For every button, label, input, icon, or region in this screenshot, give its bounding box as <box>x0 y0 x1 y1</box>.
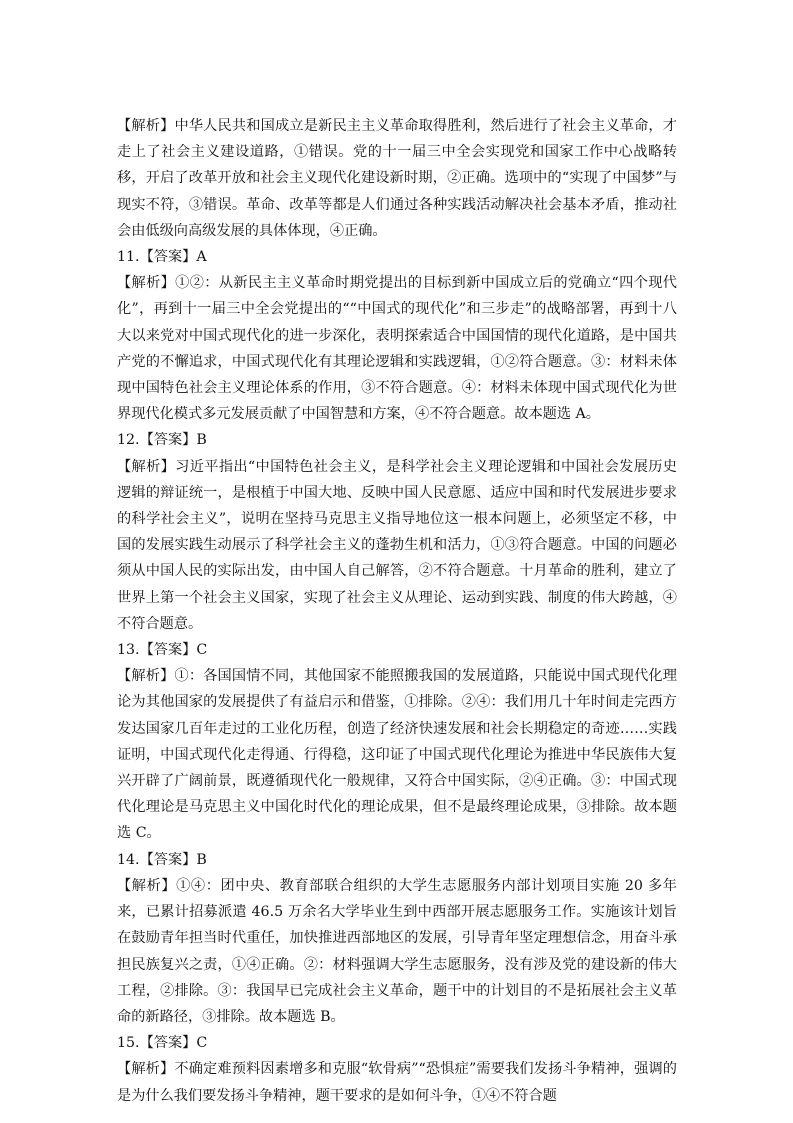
answer-12: 12.【答案】B <box>117 432 207 449</box>
answer-13: 13.【答案】C <box>117 642 208 659</box>
paragraph-analysis-11: 【解析】①②：从新民主主义革命时期党提出的目标到新中国成立后的党确立“四个现代化”，再到十一届三中全会党提出的““中国式的现代化”和三步走”的战略部署，再到十八大以来党对中国式现代化的进一步深化，表明探索适合中国国情的现代化道路，是中国共产党的不懈追求，中国式现代化有其理论逻辑和实践逻辑，①②符合题意。③：材料未体现中国特色社会主义理论体系的作用，③不符合题意。④：材料未体现中国式现代化为世界现代化模式多元发展贡献了中国智慧和方案，④不符合题意。故本题选 A。 <box>117 275 677 423</box>
paragraph-analysis-10: 【解析】中华人民共和国成立是新民主主义革命取得胜利，然后进行了社会主义革命，才走上了社会主义建设道路，①错误。党的十一届三中全会实现党和国家工作中心战略转移，开启了改革开放和社会主义现代化建设新时期，②正确。选项中的“实现了中国梦”与现实不符，③错误。革命、改革等都是人们通过各种实践活动解决社会基本矛盾，推动社会由低级向高级发展的具体体现，④正确。 <box>117 118 677 239</box>
answer-14: 14.【答案】B <box>117 851 207 868</box>
answer-11: 11.【答案】A <box>117 249 207 266</box>
document-page <box>117 113 677 1109</box>
paragraph-analysis-14: 【解析】①④：团中央、教育部联合组织的大学生志愿服务内部计划项目实施 20 多年来，已累计招募派遣 46.5 万余名大学毕业生到中西部开展志愿服务工作。实施该计划旨在鼓励青年担当时代重任，加快推进西部地区的发展，引导青年坚定理想信念，用奋斗承担民族复兴之责，①④正确。②：材料强调大学生志愿服务，没有涉及党的建设新的伟大工程，②排除。③：我国早已完成社会主义革命，题干中的计划目的不是拓展社会主义革命的新路径，③排除。故本题选 B。 <box>117 877 677 1025</box>
paragraph-analysis-15: 【解析】不确定难预料因素增多和克服“软骨病”“恐惧症”需要我们发扬斗争精神，强调的是为什么我们要发扬斗争精神，题干要求的是如何斗争，①④不符合题 <box>117 1061 677 1104</box>
paragraph-analysis-12: 【解析】习近平指出“中国特色社会主义，是科学社会主义理论逻辑和中国社会发展历史逻辑的辩证统一，是根植于中国大地、反映中国人民意愿、适应中国和时代发展进步要求的科学社会主义”，说明在坚持马克思主义指导地位这一根本问题上，必须坚定不移，中国的发展实践生动展示了科学社会主义的蓬勃生机和活力，①③符合题意。中国的问题必须从中国人民的实际出发，由中国人自己解答，②不符合题意。十月革命的胜利，建立了世界上第一个社会主义国家，实现了社会主义从理论、运动到实践、制度的伟大跨越，④不符合题意。 <box>117 458 677 632</box>
answer-15: 15.【答案】C <box>117 1035 208 1052</box>
paragraph-analysis-13: 【解析】①：各国国情不同，其他国家不能照搬我国的发展道路，只能说中国式现代化理论为其他国家的发展提供了有益启示和借鉴，①排除。②④：我们用几十年时间走完西方发达国家几百年走过的工业化历程，创造了经济快速发展和社会长期稳定的奇迹……实践证明，中国式现代化走得通、行得稳，这印证了中国式现代化理论为推进中华民族伟大复兴开辟了广阔前景，既遵循现代化一般规律，又符合中国实际，②④正确。③：中国式现代化理论是马克思主义中国化时代化的理论成果，但不是最终理论成果，③排除。故本题选 C。 <box>117 668 677 842</box>
